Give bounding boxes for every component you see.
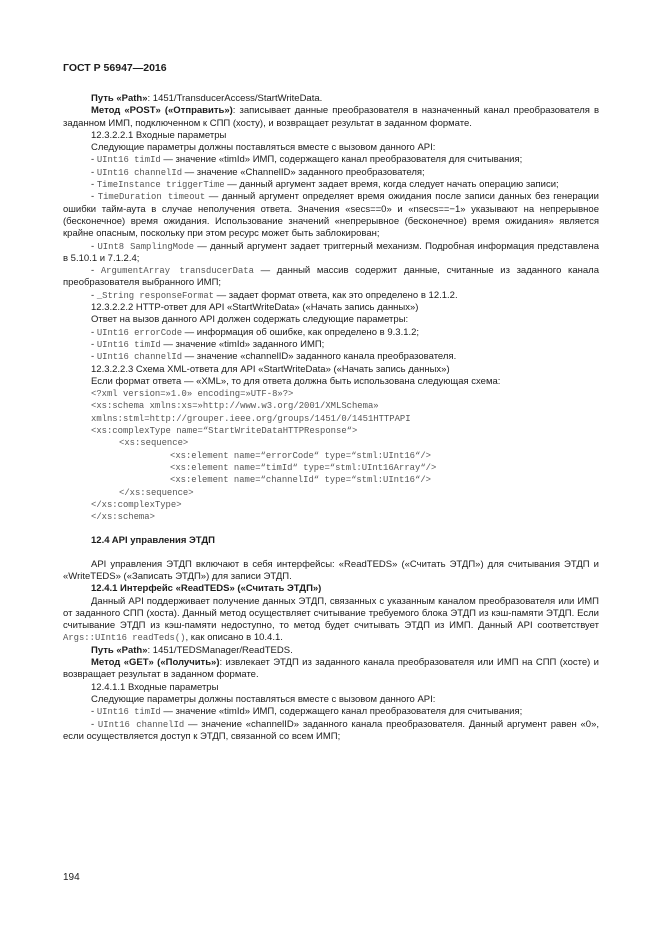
path-value: : 1451/TEDSManager/ReadTEDS. bbox=[147, 644, 293, 656]
paragraph: Следующие параметры должны поставляться вместе с вызовом данного API: bbox=[91, 142, 436, 154]
method-text: : извлекает ЭТДП из заданного канала преобразователя или ИМП на СПП (хосте) и возвращает результат в заданном формате. bbox=[63, 657, 599, 681]
list-dash: - bbox=[91, 179, 97, 191]
path-label: Путь «Path» bbox=[91, 93, 148, 104]
xml-line: <?xml version=»1.0» encoding=»UTF-8»?> bbox=[91, 389, 294, 400]
method-paragraph bbox=[63, 657, 599, 682]
list-dash: - bbox=[91, 154, 97, 166]
paragraph: Если формат ответа — «XML», то для ответа должна быть использована следующая схема: bbox=[91, 375, 501, 387]
xml-line: <xs:element name=“channelId“ type=“stml:UInt16“/> bbox=[170, 475, 431, 486]
param-code: UInt16 timId bbox=[96, 707, 161, 718]
list-dash: - bbox=[91, 351, 97, 363]
section-heading: 12.4 API управления ЭТДП bbox=[91, 535, 215, 547]
param-text: — данный аргумент задает триггерный механизм. Подробная информация представлена в 5.10.1 и 7.1.2.4; bbox=[63, 240, 599, 264]
paragraph-text: , как описано в 10.4.1. bbox=[185, 632, 283, 644]
path-paragraph bbox=[63, 645, 599, 657]
param-text: — данный аргумент задает время, когда следует начать операцию записи; bbox=[224, 179, 559, 191]
param-text: — значение «timId» ИМП, содержащего канал преобразователя для считывания; bbox=[160, 154, 523, 166]
xml-line: <xs:schema xmlns:xs=»http://www.w3.org/2001/XMLSchema» bbox=[91, 401, 379, 412]
xml-line: </xs:schema> bbox=[91, 512, 155, 523]
subsection-heading: 12.4.1 Интерфейс «ReadTEDS» («Считать ЭТДП») bbox=[91, 583, 322, 595]
list-dash: - bbox=[91, 718, 98, 730]
paragraph bbox=[63, 596, 599, 645]
method-paragraph bbox=[63, 105, 599, 130]
param-item bbox=[63, 241, 599, 266]
document-header: ГОСТ Р 56947—2016 bbox=[63, 62, 167, 74]
param-text: — задает формат ответа, как это определено в 12.1.2. bbox=[213, 289, 458, 301]
list-dash: - bbox=[91, 326, 97, 338]
param-item bbox=[63, 265, 599, 290]
param-code: UInt16 timId bbox=[96, 155, 161, 166]
list-dash: - bbox=[91, 191, 98, 203]
path-paragraph bbox=[63, 93, 599, 105]
param-text: — значение «channelID» заданного канала преобразователя. Данный аргумент равен «0», если осуществляется доступ к ЭТДП, связанной со всем ИМП; bbox=[63, 718, 600, 742]
param-item bbox=[63, 154, 599, 166]
list-dash: - bbox=[91, 240, 98, 252]
list-dash: - bbox=[91, 338, 97, 350]
document-body bbox=[63, 93, 599, 743]
param-code: UInt16 channelId bbox=[96, 167, 183, 178]
param-text: — значение «ChannelID» заданного преобразователя; bbox=[182, 166, 425, 178]
path-value: : 1451/TransducerAccess/StartWriteData. bbox=[147, 93, 323, 104]
param-code: UInt8 SamplingMode bbox=[97, 241, 194, 252]
subsection-heading: 12.3.2.2.1 Входные параметры bbox=[91, 129, 227, 141]
param-item bbox=[63, 191, 599, 240]
param-item bbox=[63, 706, 599, 718]
page-number: 194 bbox=[63, 872, 80, 883]
param-code: UInt16 channelId bbox=[97, 719, 185, 730]
param-item bbox=[63, 351, 599, 363]
xml-line: <xs:sequence> bbox=[119, 438, 189, 449]
param-code: ArgumentArray transducerData bbox=[100, 266, 254, 277]
xml-line: </xs:complexType> bbox=[91, 499, 182, 510]
method-label: Метод «GET» («Получить») bbox=[91, 657, 220, 669]
xml-line: <xs:element name=“timId“ type=“stml:UInt16Array“/> bbox=[170, 462, 437, 473]
param-item bbox=[63, 179, 599, 191]
param-text: — значение «timId» заданного ИМП; bbox=[160, 338, 325, 350]
list-dash: - bbox=[91, 289, 97, 301]
param-item bbox=[63, 327, 599, 339]
list-dash: - bbox=[91, 166, 97, 178]
subsection-heading: 12.3.2.2.2 HTTP-ответ для API «StartWriteData» («Начать запись данных») bbox=[91, 302, 419, 314]
paragraph: Ответ на вызов данного API должен содержать следующие параметры: bbox=[91, 314, 409, 326]
xml-line: <xs:complexType name=“StartWriteDataHTTPResponse“> bbox=[91, 426, 358, 437]
inline-code: Args::UInt16 readTeds() bbox=[63, 633, 186, 644]
param-item bbox=[63, 290, 599, 302]
param-item bbox=[63, 339, 599, 351]
param-code: TimeDuration timeout bbox=[97, 192, 206, 203]
xml-line: xmlns:stml=http://grouper.ieee.org/groups/1451/0/1451HTTPAPI bbox=[91, 413, 411, 424]
method-text: : записывает данные преобразователя в назначенный канал преобразователя в заданном ИМП, подключенном к СПП (хосту), и возвращает результат в заданном формате. bbox=[63, 105, 600, 129]
param-text: — данный массив содержит данные, считанные из заданного канала преобразователя выбранного ИМП; bbox=[63, 265, 599, 289]
param-text: — значение «timId» ИМП, содержащего канал преобразователя для считывания; bbox=[160, 706, 523, 718]
subsection-heading: 12.3.2.2.3 Схема XML-ответа для API «StartWriteData» («Начать запись данных») bbox=[91, 363, 450, 375]
method-label: Метод «POST» («Отправить») bbox=[91, 105, 233, 117]
subsection-heading: 12.4.1.1 Входные параметры bbox=[91, 681, 219, 693]
param-code: UInt16 channelId bbox=[96, 352, 183, 363]
list-dash: - bbox=[91, 706, 97, 718]
xml-line: <xs:element name=“errorCode“ type=“stml:UInt16“/> bbox=[170, 450, 431, 461]
paragraph: API управления ЭТДП включают в себя интерфейсы: «ReadTEDS» («Считать ЭТДП») для считывания ЭТДП и «WriteTEDS» («Записать ЭТДП») для записи ЭТДП. bbox=[63, 558, 599, 582]
paragraph-text: Данный API поддерживает получение данных ЭТДП, связанных с указанным каналом преобразователя или ИМП от заданного СПП (хоста). Данный метод осуществляет считывание требуемого блока ЭТДП из кэш-памяти ЭТДП. Если считывание ЭТДП из кэш-памяти недоступно, то метод будет считывать ЭТДП из ИМП. Данный API соответствует bbox=[63, 595, 599, 632]
param-text: — информация об ошибке, как определено в 9.3.1.2; bbox=[182, 326, 420, 338]
param-item bbox=[63, 167, 599, 179]
param-code: _String responseFormat bbox=[96, 290, 214, 301]
param-code: TimeInstance triggerTime bbox=[96, 180, 225, 191]
list-dash: - bbox=[91, 265, 101, 277]
param-text: — значение «channelID» заданного канала преобразователя. bbox=[182, 351, 457, 363]
param-text: — данный аргумент определяет время ожидания после записи данных без генерации ошибки тайм-аута в случае неполучения ответа. Значения «secs==0» и «nsecs==−1» указывают на непрерывное (бесконечное) время ожидания. Использование значений «непрерывное (бесконечное) время ожидания» является крайне опасным, поскольку при этом ресурс может быть заблокирован; bbox=[63, 191, 599, 240]
path-label: Путь «Path» bbox=[91, 644, 148, 656]
param-item bbox=[63, 719, 599, 744]
param-code: UInt16 timId bbox=[96, 339, 161, 350]
xml-line: </xs:sequence> bbox=[119, 487, 194, 498]
param-code: UInt16 errorCode bbox=[96, 327, 183, 338]
paragraph: Следующие параметры должны поставляться вместе с вызовом данного API: bbox=[91, 693, 436, 705]
